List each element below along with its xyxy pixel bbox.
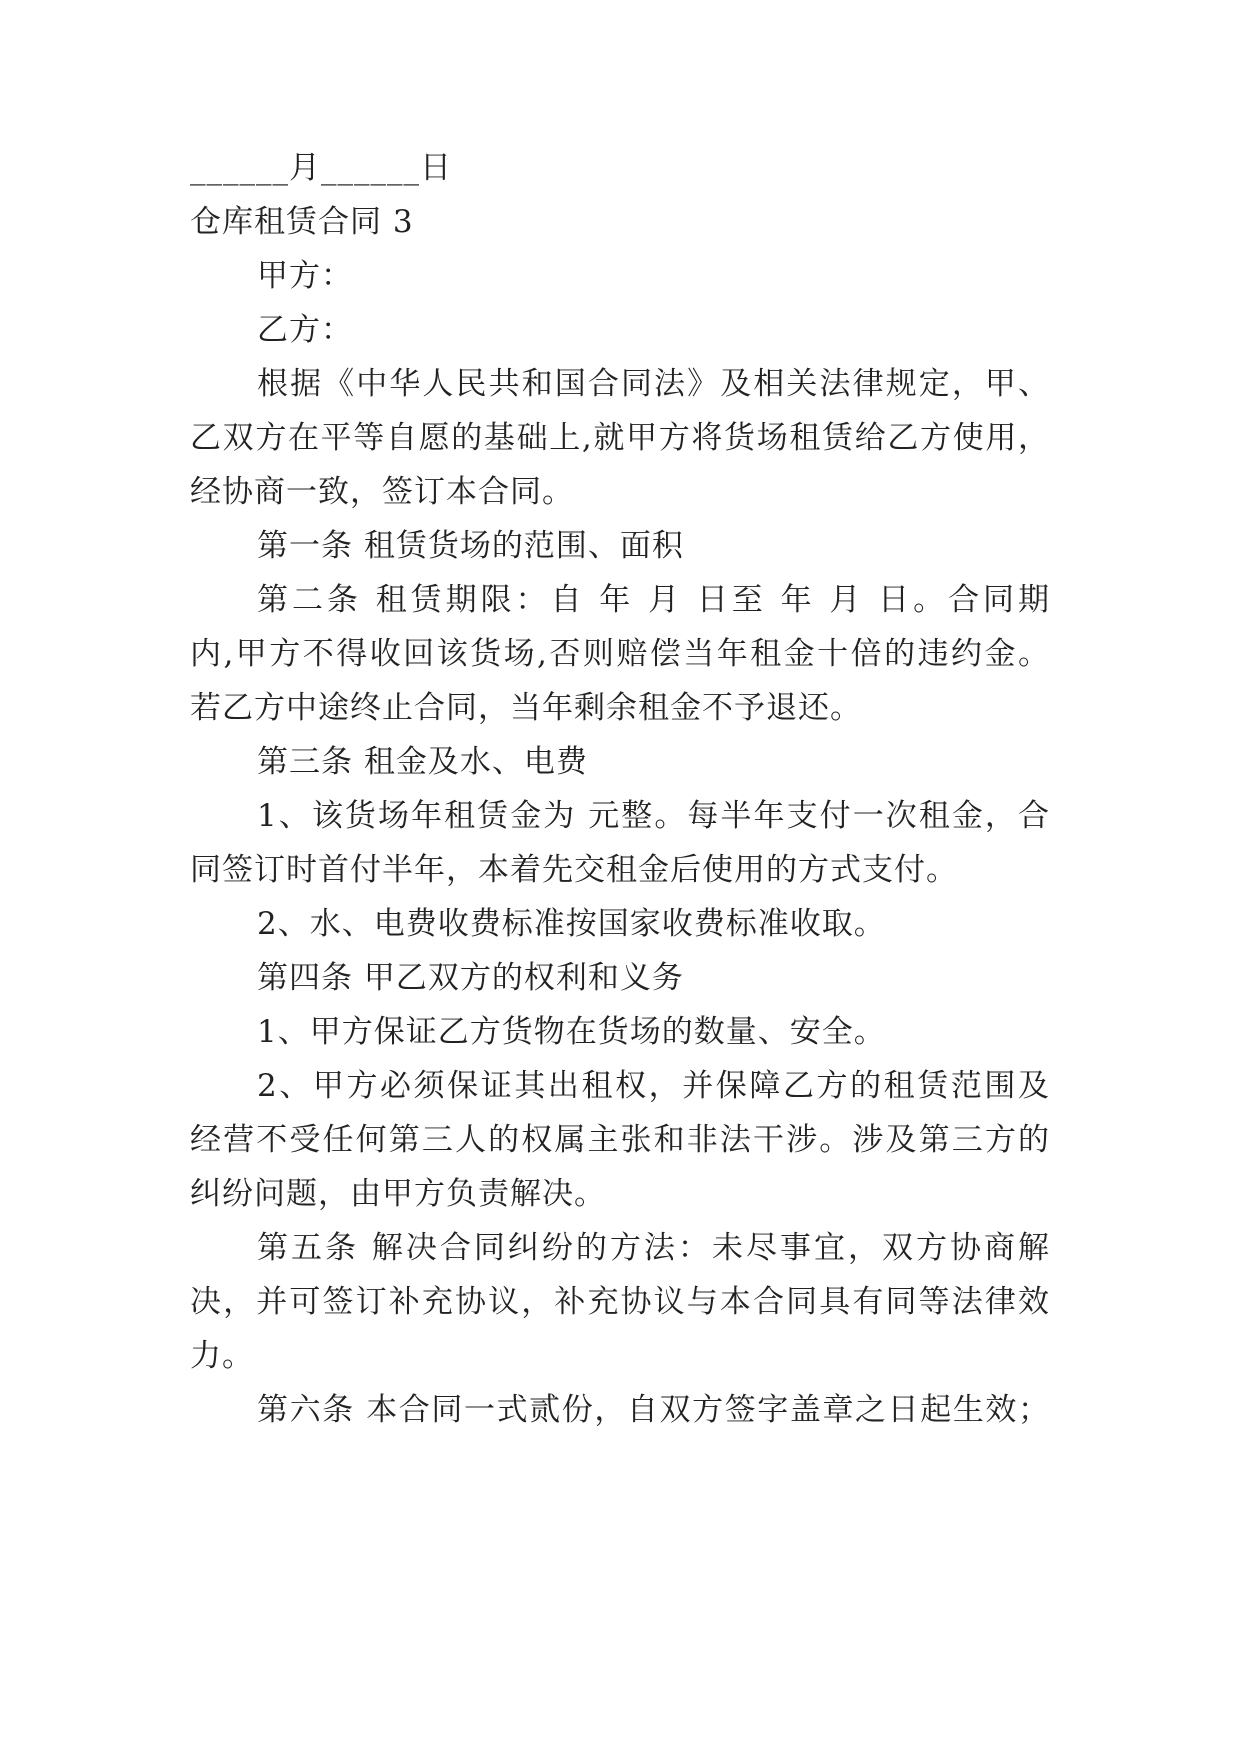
article-5-line-3: 力。	[190, 1338, 254, 1374]
intro-line-1: 根据《中华人民共和国合同法》及相关法律规定，甲、	[257, 366, 1050, 402]
article-3-item-1-line-2: 同签订时首付半年，本着先交租金后使用的方式支付。	[190, 852, 958, 888]
article-1-heading: 第一条 租赁货场的范围、面积	[257, 528, 684, 564]
article-4-item-2-line-3: 纠纷问题，由甲方负责解决。	[190, 1176, 606, 1212]
article-4-item-1: 1、甲方保证乙方货物在货场的数量、安全。	[257, 1014, 886, 1050]
article-5-line-2: 决，并可签订补充协议，补充协议与本合同具有同等法律效	[190, 1284, 1050, 1320]
party-a-label: 甲方：	[257, 258, 353, 294]
article-6-line-1: 第六条 本合同一式贰份，自双方签字盖章之日起生效；	[257, 1392, 1050, 1428]
article-3-heading: 第三条 租金及水、电费	[257, 744, 588, 780]
article-5-line-1: 第五条 解决合同纠纷的方法：未尽事宜，双方协商解	[257, 1230, 1050, 1266]
intro-line-2: 乙双方在平等自愿的基础上,就甲方将货场租赁给乙方使用，	[190, 420, 1050, 456]
article-2-line-2: 内,甲方不得收回该货场,否则赔偿当年租金十倍的违约金。	[190, 636, 1050, 672]
intro-line-3: 经协商一致，签订本合同。	[190, 474, 574, 510]
party-b-label: 乙方：	[257, 312, 353, 348]
article-2-line-3: 若乙方中途终止合同，当年剩余租金不予退还。	[190, 690, 862, 726]
article-4-item-2-line-2: 经营不受任何第三人的权属主张和非法干涉。涉及第三方的	[190, 1122, 1050, 1158]
article-4-heading: 第四条 甲乙双方的权利和义务	[257, 960, 684, 996]
article-3-item-2: 2、水、电费收费标准按国家收费标准收取。	[257, 906, 886, 942]
article-4-item-2-line-1: 2、甲方必须保证其出租权，并保障乙方的租赁范围及	[257, 1068, 1050, 1104]
article-2-line-1: 第二条 租赁期限：自 年 月 日至 年 月 日。合同期	[257, 582, 1050, 618]
article-3-item-1-line-1: 1、该货场年租赁金为 元整。每半年支付一次租金，合	[257, 798, 1050, 834]
document-title: 仓库租赁合同 3	[190, 204, 414, 240]
date-line: ______月______日	[190, 150, 452, 186]
